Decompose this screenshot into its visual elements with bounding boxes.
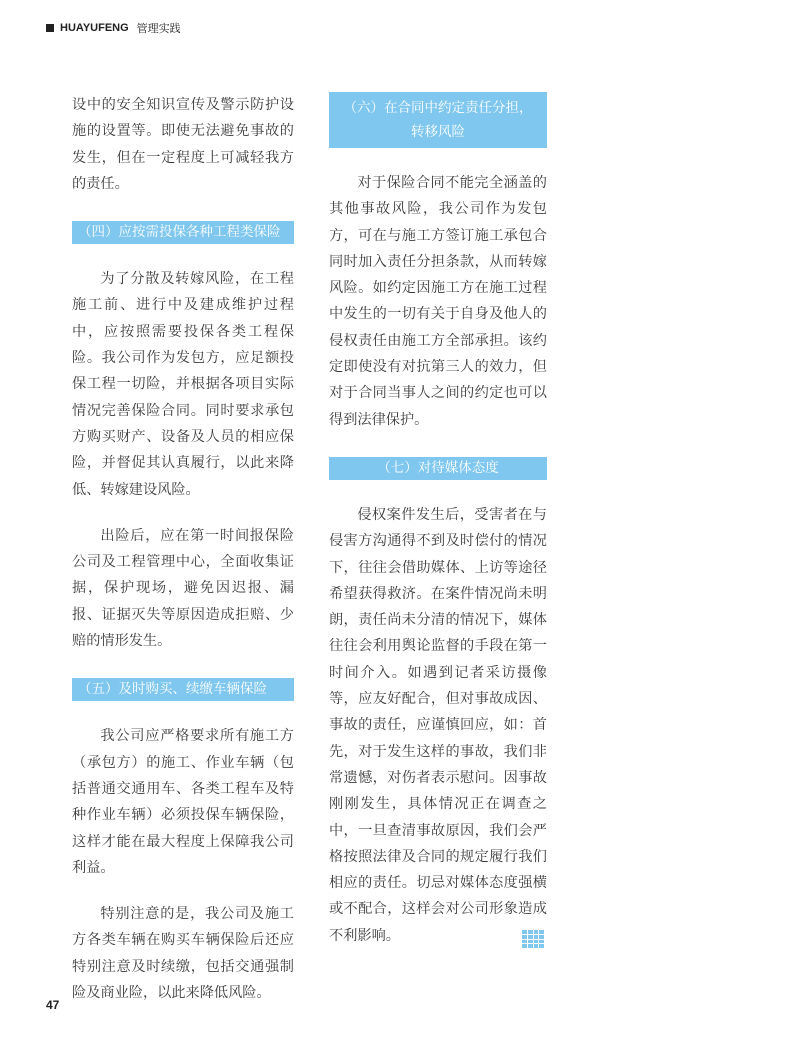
- brick-grid-icon: [522, 930, 544, 948]
- section-heading-6-line2: 转移风险: [411, 124, 465, 140]
- header-brand: HUAYUFENG: [60, 22, 129, 34]
- paragraph: 设中的安全知识宣传及警示防护设施的设置等。即使无法避免事故的发生，但在一定程度上可减轻我方的责任。: [72, 97, 294, 192]
- section-heading-4: （四）应按需投保各种工程类保险: [72, 221, 294, 244]
- right-column: [329, 92, 547, 949]
- section-heading-5: （五）及时购买、续缴车辆保险: [72, 678, 294, 701]
- paragraph: 为了分散及转嫁风险，在工程施工前、进行中及建成维护过程中，应按照需要投保各类工程保险。我公司作为发包方，应足额投保工程一切险，并根据各项目实际情况完善保险合同。同时要求承包方购买财产、设备及人员的相应保险，并督促其认真履行，以此来降低、转嫁建设风险。: [72, 271, 294, 498]
- section-heading-6: [329, 92, 547, 148]
- header-section: 管理实践: [136, 23, 181, 35]
- paragraph: 特别注意的是，我公司及施工方各类车辆在购买车辆保险后还应特别注意及时续缴，包括交通强制险及商业险，以此来降低风险。: [72, 906, 294, 1002]
- paragraph: 侵权案件发生后，受害者在与侵害方沟通得不到及时偿付的情况下，往往会借助媒体、上访等途径希望获得救济。在案件情况尚未明朗，责任尚未分清的情况下，媒体往往会利用舆论监督的手段在第一时间介入。如遇到记者采访摄像等，应友好配合，但对事故成因、事故的责任，应谨慎回应，如：首先，对于发生这样的事故，我们非常遗憾，对伤者表示慰问。因事故刚刚发生，具体情况正在调查之中，一旦查清事故原因，我们会严格按照法律及合同的规定履行我们相应的责任。切忌对媒体态度强横或不配合，这样会对公司形象造成不利影响。: [329, 506, 547, 944]
- running-header: [46, 18, 181, 38]
- black-square-icon: [46, 24, 54, 32]
- page-number: 47: [46, 998, 60, 1012]
- left-column: [72, 92, 294, 1006]
- paragraph: 对于保险合同不能完全涵盖的其他事故风险，我公司作为发包方，可在与施工方签订施工承包合同时加入责任分担条款，从而转嫁风险。如约定因施工方在施工过程中发生的一切有关于自身及他人的侵权责任由施工方全部承担。该约定即使没有对抗第三人的效力，但对于合同当事人之间的约定也可以得到法律保护。: [329, 175, 547, 428]
- paragraph: 我公司应严格要求所有施工方（承包方）的施工、作业车辆（包括普通交通用车、各类工程车及特种作业车辆）必须投保车辆保险，这样才能在最大程度上保障我公司利益。: [72, 728, 294, 876]
- section-heading-7: （七）对待媒体态度: [329, 457, 547, 480]
- section-heading-6-line1: （六）在合同中约定责任分担，: [343, 100, 533, 116]
- paragraph: 出险后，应在第一时间报保险公司及工程管理中心，全面收集证据，保护现场，避免因迟报、漏报、证据灭失等原因造成拒赔、少赔的情形发生。: [72, 527, 294, 650]
